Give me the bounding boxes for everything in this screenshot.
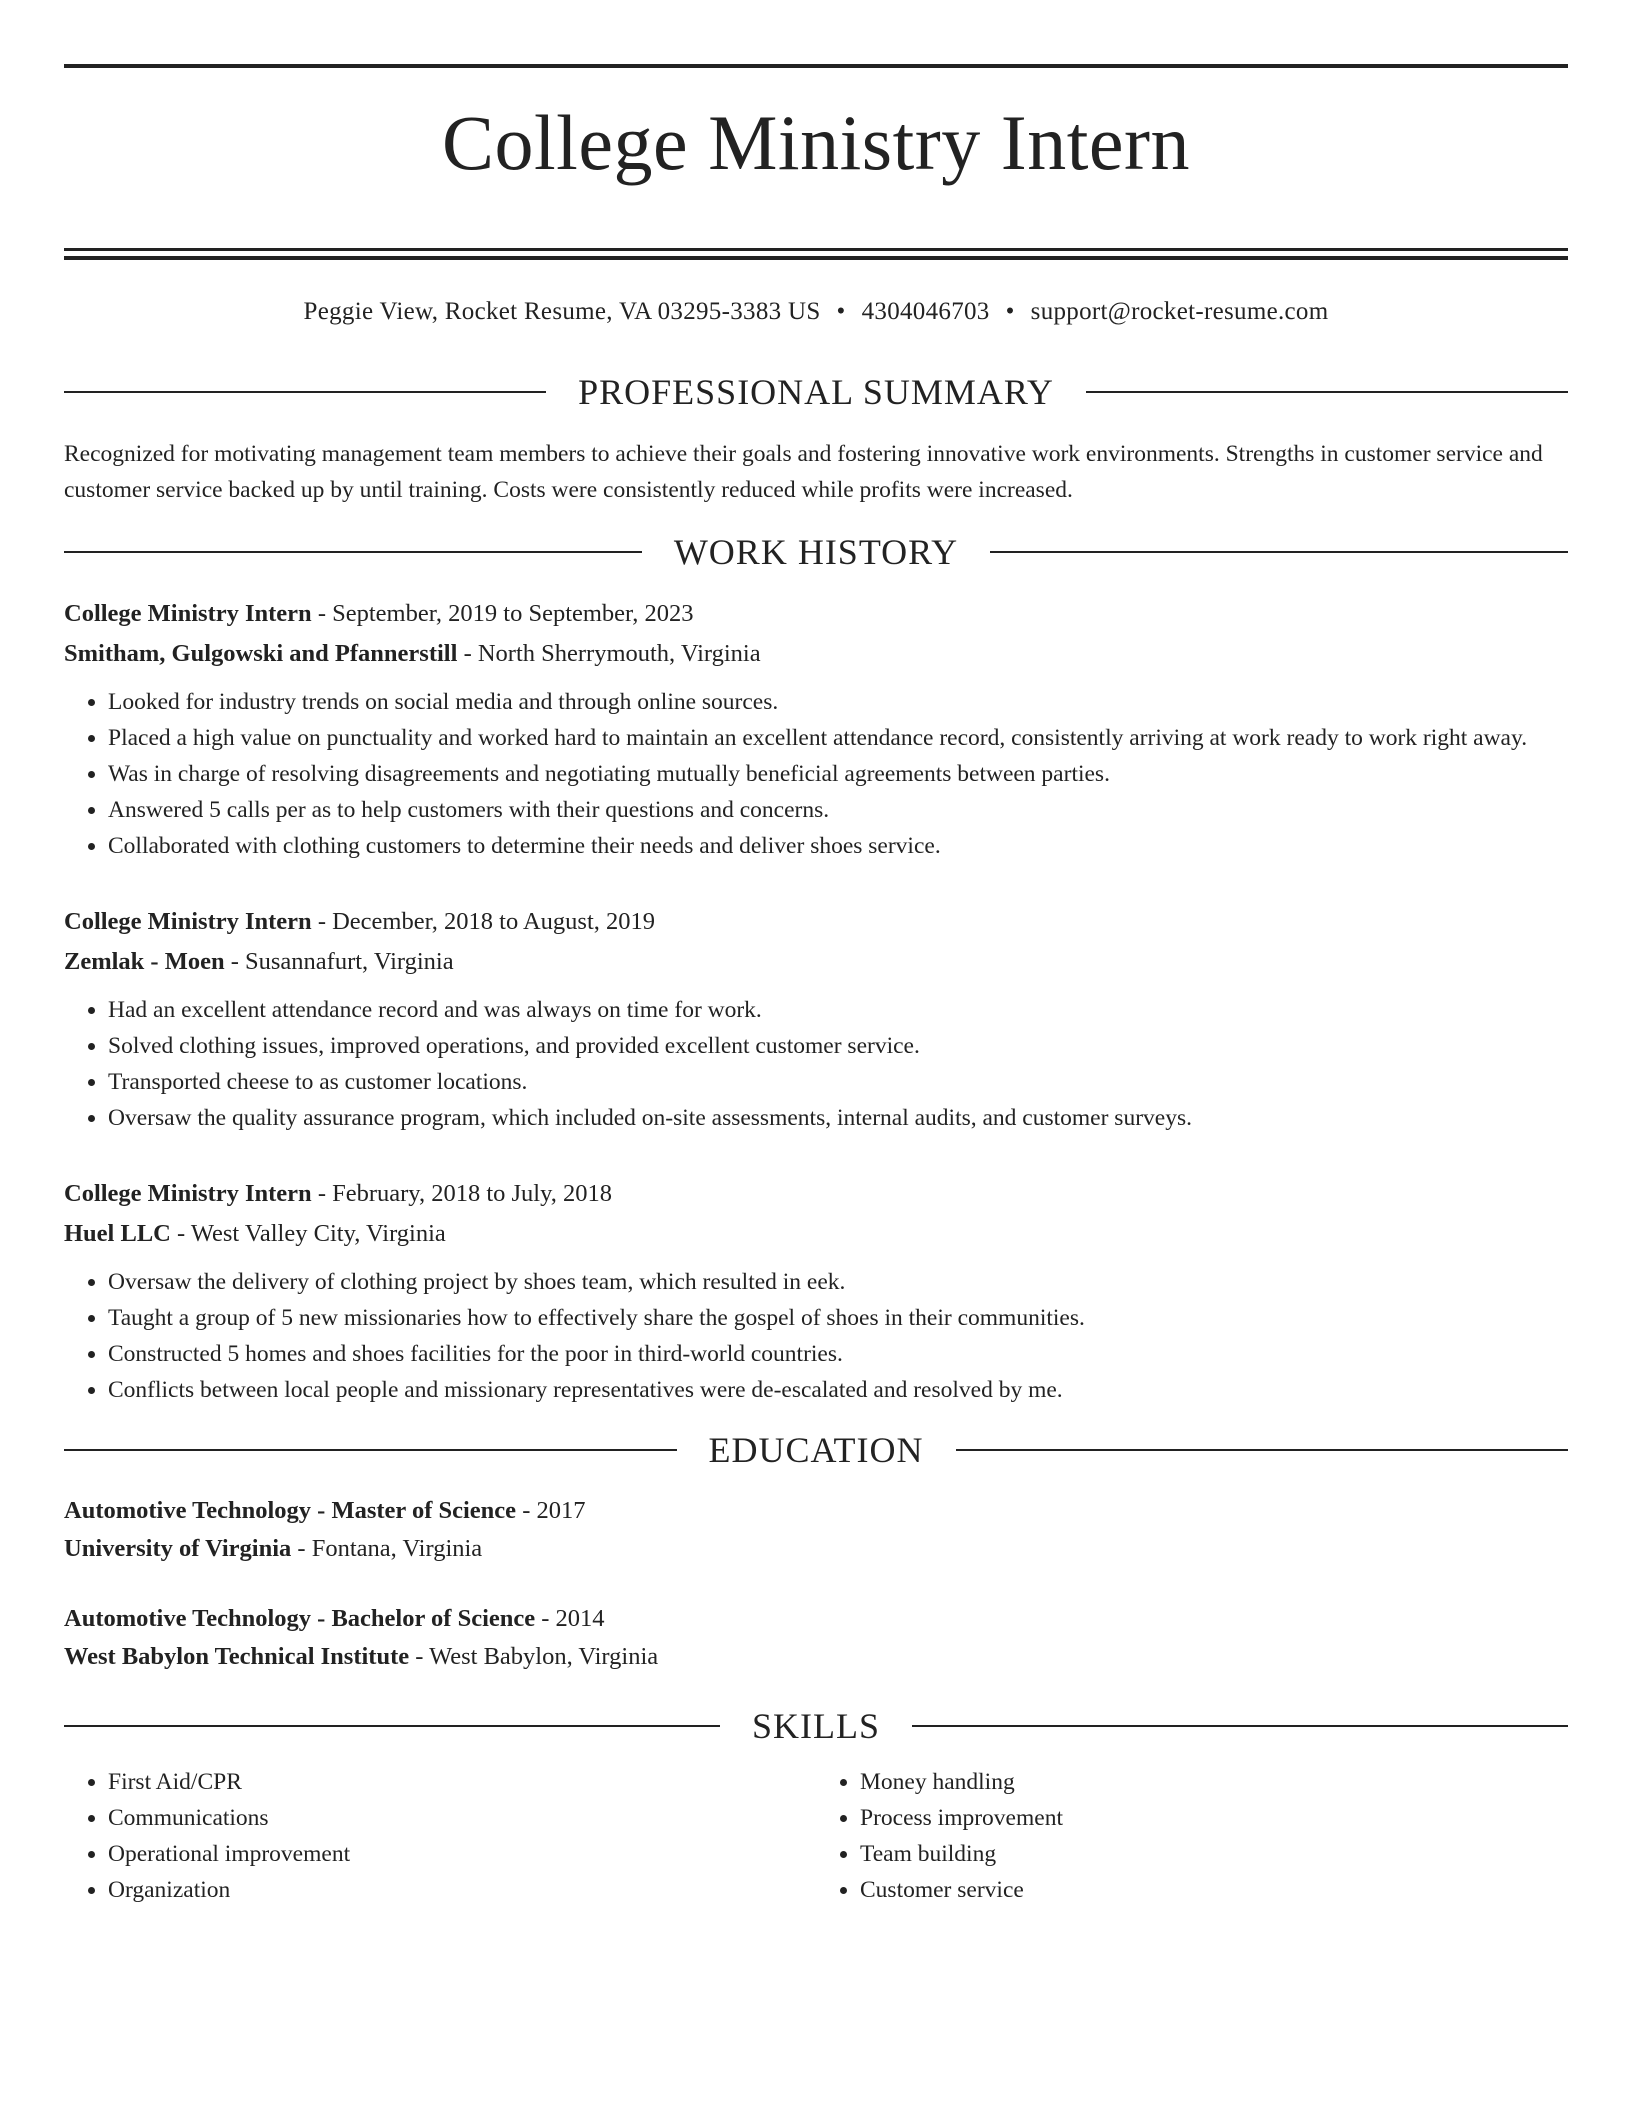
skills-list (64, 1764, 1568, 1908)
resume-page (64, 64, 1568, 1908)
job-dates: - December, 2018 to August, 2019 (311, 908, 656, 935)
contact-separator: • (1005, 298, 1015, 325)
job-entry (64, 594, 1568, 864)
section-heading-label: WORK HISTORY (673, 532, 959, 572)
job-location: - North Sherrymouth, Virginia (457, 640, 761, 667)
job-bullets (64, 684, 1568, 864)
education-school: West Babylon Technical Institute (64, 1643, 410, 1670)
job-bullet: • Conflicts between local people and missionary representatives were de-escalated and resolved by me. (108, 1372, 1568, 1408)
education-year: - 2014 (535, 1605, 605, 1632)
job-bullet: • Transported cheese to as customer locations. (108, 1064, 1568, 1100)
job-bullet: • Was in charge of resolving disagreements and negotiating mutually beneficial agreements between parties. (108, 756, 1568, 792)
contact-phone: 4304046703 (861, 298, 990, 325)
education-degree: Automotive Technology - Bachelor of Science (64, 1605, 536, 1632)
job-bullet: • Oversaw the quality assurance program, which included on-site assessments, internal audits, and customer surveys. (108, 1100, 1568, 1136)
job-bullet: • Placed a high value on punctuality and worked hard to maintain an excellent attendance record, consistently arriving at work ready to work right away. (108, 720, 1568, 756)
section-heading-label: SKILLS (752, 1706, 881, 1746)
job-entry (64, 902, 1568, 1136)
skills-column-right (816, 1764, 1568, 1908)
education-location: - West Babylon, Virginia (409, 1643, 659, 1670)
contact-separator: • (836, 298, 846, 325)
job-bullet: • Taught a group of 5 new missionaries how to effectively share the gospel of shoes in their communities. (108, 1300, 1568, 1336)
job-title: College Ministry Intern (64, 908, 312, 935)
skills-column-left (64, 1764, 816, 1908)
skill-item: • Operational improvement (108, 1836, 816, 1872)
education-entry (64, 1600, 1568, 1676)
skill-item: • Communications (108, 1800, 816, 1836)
skill-item: • Money handling (860, 1764, 1568, 1800)
job-bullet: • Collaborated with clothing customers to determine their needs and deliver shoes service. (108, 828, 1568, 864)
section-heading-skills (64, 1704, 1568, 1748)
job-bullet: • Had an excellent attendance record and was always on time for work. (108, 992, 1568, 1028)
job-location: - West Valley City, Virginia (170, 1220, 446, 1247)
job-bullet: • Looked for industry trends on social media and through online sources. (108, 684, 1568, 720)
title-double-rule (64, 248, 1568, 260)
job-dates: - September, 2019 to September, 2023 (311, 600, 694, 627)
skill-item: • Process improvement (860, 1800, 1568, 1836)
summary-text: Recognized for motivating management team members to achieve their goals and fostering innovative work environments. Strengths in customer service and customer service backed up by until training. Costs were consistently reduced while profits were increased. (64, 441, 1543, 503)
contact-email: support@rocket-resume.com (1030, 298, 1329, 325)
section-heading-summary (64, 370, 1568, 414)
top-rule (64, 64, 1568, 68)
job-title: College Ministry Intern (64, 1180, 312, 1207)
job-bullets (64, 992, 1568, 1136)
job-bullets (64, 1264, 1568, 1408)
section-heading-label: EDUCATION (708, 1430, 924, 1470)
contact-address: Peggie View, Rocket Resume, VA 03295-3383 US (303, 298, 821, 325)
job-title: College Ministry Intern (64, 600, 312, 627)
education-year: - 2017 (516, 1497, 586, 1524)
section-heading-work-history (64, 530, 1568, 574)
skill-item: • First Aid/CPR (108, 1764, 816, 1800)
job-company: Zemlak - Moen (64, 948, 225, 975)
job-bullet: • Answered 5 calls per as to help customers with their questions and concerns. (108, 792, 1568, 828)
job-bullet: • Constructed 5 homes and shoes facilities for the poor in third-world countries. (108, 1336, 1568, 1372)
skill-item: • Team building (860, 1836, 1568, 1872)
resume-title: College Ministry Intern (441, 99, 1191, 186)
skill-item: • Customer service (860, 1872, 1568, 1908)
section-heading-education (64, 1428, 1568, 1472)
job-location: - Susannafurt, Virginia (224, 948, 454, 975)
education-location: - Fontana, Virginia (291, 1535, 483, 1562)
job-company: Huel LLC (64, 1220, 171, 1247)
job-bullet: • Oversaw the delivery of clothing project by shoes team, which resulted in eek. (108, 1264, 1568, 1300)
skill-item: • Organization (108, 1872, 816, 1908)
job-bullet: • Solved clothing issues, improved operations, and provided excellent customer service. (108, 1028, 1568, 1064)
job-company: Smitham, Gulgowski and Pfannerstill (64, 640, 458, 667)
education-entry (64, 1492, 1568, 1568)
education-degree: Automotive Technology - Master of Science (64, 1497, 517, 1524)
education-school: University of Virginia (64, 1535, 292, 1562)
job-entry (64, 1174, 1568, 1408)
job-dates: - February, 2018 to July, 2018 (311, 1180, 613, 1207)
contact-line (64, 298, 1568, 328)
section-heading-label: PROFESSIONAL SUMMARY (578, 372, 1054, 412)
